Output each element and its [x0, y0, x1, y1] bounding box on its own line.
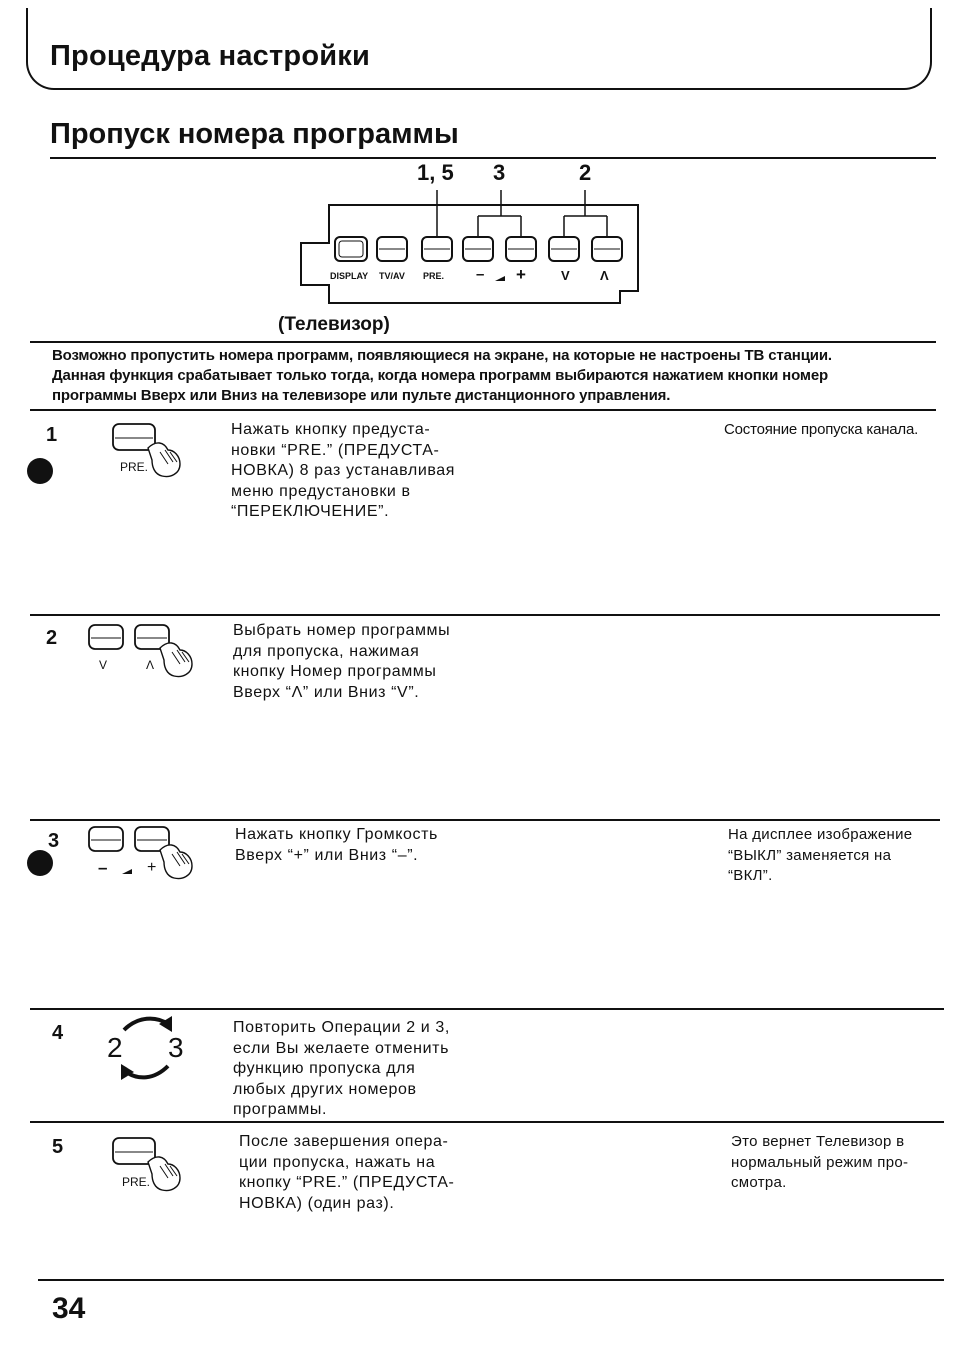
step-text-line: если Вы желаете отменить — [233, 1039, 450, 1057]
panel-label-up: Λ — [600, 268, 609, 283]
step-note-line: Состояние пропуска канала. — [724, 421, 919, 438]
tv-control-panel-diagram — [295, 185, 645, 307]
step-4-rule — [30, 1121, 944, 1123]
step-1-icon-label: PRE. — [120, 460, 149, 474]
step-text-line: новки “PRE.” (ПРЕДУСТА- — [231, 441, 440, 459]
intro-rule-bottom — [30, 409, 936, 411]
step-5-icon-label: PRE. — [122, 1175, 151, 1189]
callout-pre: 1, 5 — [417, 160, 454, 185]
step-1-number: 1 — [46, 424, 58, 446]
step-text-line: ции пропуска, нажать на — [239, 1153, 436, 1171]
step-note-line: “ВКЛ”. — [728, 867, 773, 884]
step-3-note — [728, 825, 912, 887]
step-2-rule — [30, 819, 940, 821]
section-title: Пропуск номера программы — [50, 118, 459, 150]
step-text-line: меню предустановки в — [231, 482, 411, 500]
panel-label-minus: – — [476, 266, 485, 283]
step-text-line: программы. — [233, 1101, 328, 1118]
step-text-line: Повторить Операции 2 и 3, — [233, 1019, 450, 1036]
intro-line: Данная функция срабатывает только тогда, когда номера программ выбираются нажатием кнопки номер — [52, 367, 829, 384]
step-text-line: для пропуска, нажимая — [233, 642, 420, 660]
step-text-line: Вверх “+” или Вниз “–”. — [235, 846, 419, 864]
intro-line: Возможно пропустить номера программ, появляющиеся на экране, на которые не настроены ТВ станции. — [52, 347, 832, 364]
intro-text — [52, 346, 942, 406]
callout-program: 2 — [579, 160, 592, 185]
step-1-note — [724, 420, 918, 441]
header-title: Процедура настройки — [50, 40, 371, 72]
step-text-line: Нажать кнопку предуста- — [231, 421, 431, 438]
step-2-text — [233, 621, 450, 703]
step-text-line: Вверх “Λ” или Вниз “V”. — [233, 683, 420, 701]
panel-label-tvav: TV/AV — [379, 271, 405, 281]
step-text-line: кнопку Номер программы — [233, 663, 437, 680]
page-number: 34 — [52, 1292, 86, 1325]
program-buttons-press-icon — [84, 620, 204, 682]
panel-label-down: V — [561, 268, 570, 283]
step-4-text — [233, 1018, 450, 1121]
step-4-number: 4 — [52, 1022, 64, 1044]
step-text-line: НОВКА) (один раз). — [239, 1194, 395, 1212]
step-1-bullet — [27, 458, 53, 484]
step-note-line: “ВЫКЛ” заменяется на — [728, 846, 892, 864]
intro-line: программы Вверх или Вниз на телевизоре или пульте дистанционного управления. — [52, 387, 671, 404]
step-3-number: 3 — [48, 830, 60, 852]
step-text-line: “ПЕРЕКЛЮЧЕНИЕ”. — [231, 503, 390, 520]
step-4-icon-label-3: 3 — [168, 1032, 184, 1063]
step-5-note — [731, 1132, 908, 1194]
step-5-text — [239, 1132, 455, 1214]
step-text-line: НОВКА) 8 раз устанавливая — [231, 462, 456, 479]
step-note-line: смотра. — [731, 1174, 787, 1191]
step-2-icon-label-down: V — [99, 658, 108, 672]
panel-label-display: DISPLAY — [330, 271, 369, 281]
step-3-icon-label-plus: + — [147, 859, 157, 876]
callout-volume: 3 — [493, 160, 506, 185]
step-2-icon-label-up: Λ — [146, 658, 155, 672]
step-2-number: 2 — [46, 627, 58, 649]
step-3-bullet — [27, 850, 53, 876]
step-note-line: На дисплее изображение — [728, 826, 913, 843]
step-1-text — [231, 420, 455, 523]
step-3-text — [235, 825, 438, 866]
step-4-icon-label-2: 2 — [107, 1032, 123, 1063]
step-text-line: функцию пропуска для — [233, 1060, 416, 1077]
step-text-line: кнопку “PRE.” (ПРЕДУСТА- — [239, 1174, 455, 1191]
step-note-line: Это вернет Телевизор в — [731, 1133, 905, 1150]
step-text-line: Нажать кнопку Громкость — [235, 826, 438, 843]
step-text-line: Выбрать номер программы — [233, 622, 451, 639]
intro-rule-top — [30, 341, 936, 343]
step-3-icon-label-minus: – — [98, 858, 108, 877]
panel-caption: (Телевизор) — [278, 314, 390, 335]
step-note-line: нормальный режим про- — [731, 1153, 909, 1171]
section-rule — [50, 157, 936, 159]
step-text-line: любых других номеров — [233, 1080, 417, 1098]
panel-label-plus: + — [516, 265, 526, 284]
footer-rule — [38, 1279, 944, 1281]
panel-label-pre: PRE. — [423, 271, 445, 281]
step-5-number: 5 — [52, 1136, 64, 1158]
step-1-rule — [30, 614, 940, 616]
step-text-line: После завершения опера- — [239, 1133, 449, 1150]
